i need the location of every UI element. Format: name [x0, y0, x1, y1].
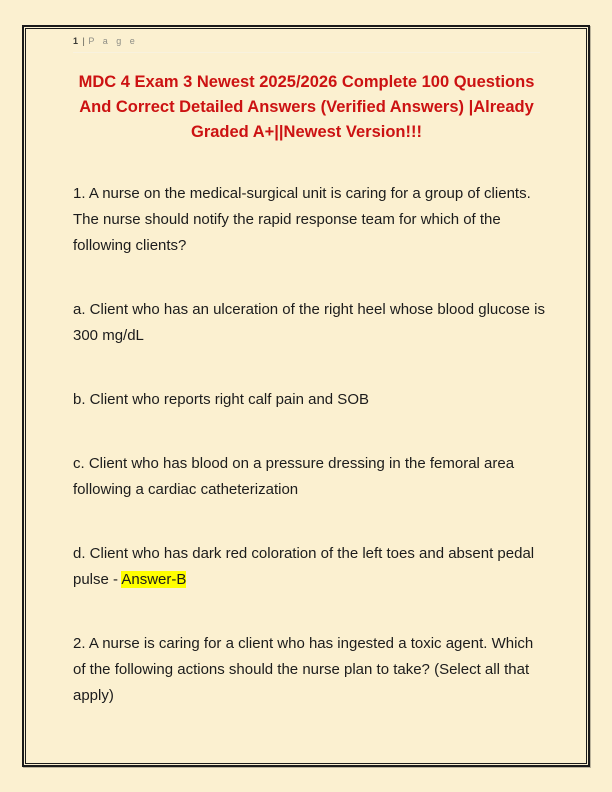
document-title: MDC 4 Exam 3 Newest 2025/2026 Complete 100 Questions And Correct Detailed Answers (Verified Answers) |Already Graded A+||Newest Version!!!	[78, 73, 535, 141]
question-1-option-a: a. Client who has an ulceration of the right heel whose blood glucose is 300 mg/dL	[73, 301, 545, 344]
question-1: 1. A nurse on the medical-surgical unit is caring for a group of clients. The nurse should notify the rapid response team for which of the following clients?	[73, 185, 531, 254]
page-frame	[22, 25, 590, 767]
answer-highlight: Answer-B	[121, 571, 187, 588]
page-header-label: P a g e	[88, 36, 138, 46]
option-d-text: d. Client who has dark red coloration of the left toes and absent pedal pulse -	[73, 545, 535, 588]
page-header	[73, 34, 540, 53]
document-body	[73, 181, 545, 709]
question-2: 2. A nurse is caring for a client who has ingested a toxic agent. Which of the following actions should the nurse plan to take? (Select all that apply)	[73, 635, 534, 704]
page-number: 1	[73, 36, 80, 46]
question-1-option-c: c. Client who has blood on a pressure dressing in the femoral area following a cardiac catheterization	[73, 455, 515, 498]
page-header-separator: |	[82, 36, 85, 46]
question-1-option-d	[73, 541, 545, 593]
page-frame-inner	[25, 28, 587, 764]
question-1-option-b: b. Client who reports right calf pain and SOB	[73, 391, 369, 408]
